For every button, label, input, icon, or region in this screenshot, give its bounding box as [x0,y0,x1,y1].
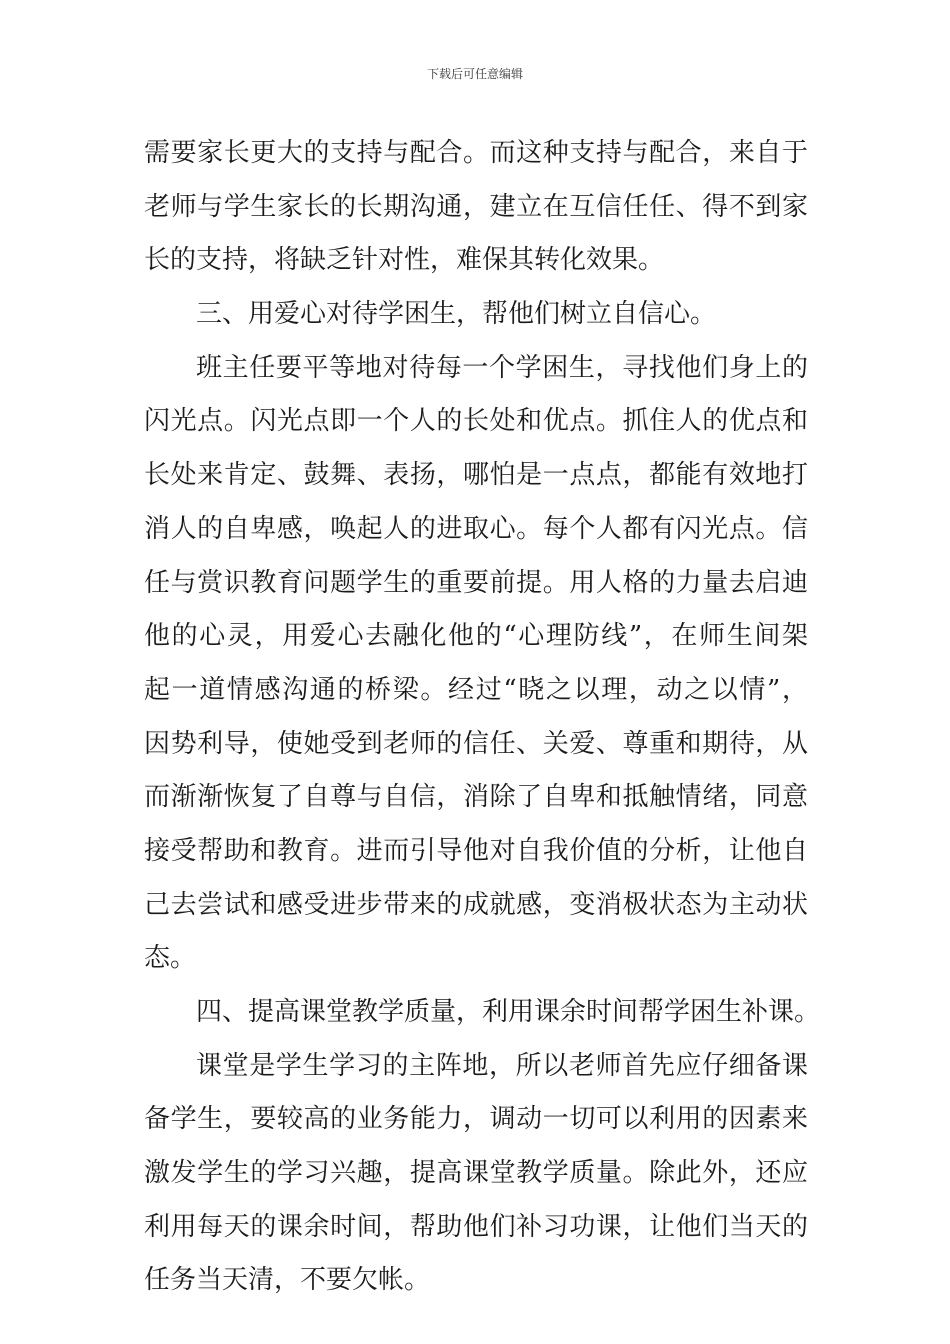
text-line: 接受帮助和教育。进而引导他对自我价值的分析，让他自 [144,835,808,866]
text-line: 闪光点。闪光点即一个人的长处和优点。抓住人的优点和 [144,406,808,437]
text-line: 因势利导，使她受到老师的信任、关爱、尊重和期待，从 [144,728,808,759]
section-heading: 三、用爱心对待学困生，帮他们树立自信心。 [196,299,717,330]
text-line: 他的心灵，用爱心去融化他的“心理防线”，在师生间架 [144,621,808,652]
section-heading: 四、提高课堂教学质量，利用课余时间帮学困生补课。 [196,997,821,1027]
text-line: 长的支持，将缺乏针对性，难保其转化效果。 [144,245,665,276]
text-line: 利用每天的课余时间，帮助他们补习功课，让他们当天的 [144,1211,808,1242]
text-line: 己去尝试和感受进步带来的成就感，变消极状态为主动状 [144,889,808,920]
text-line: 长处来肯定、鼓舞、表扬，哪怕是一点点，都能有效地打 [144,460,808,491]
text-line: 老师与学生家长的长期沟通，建立在互信任任、得不到家 [144,191,808,222]
text-line: 态。 [144,943,197,974]
document-body [144,127,821,1308]
text-line: 备学生，要较高的业务能力，调动一切可以利用的因素来 [144,1104,808,1135]
text-line: 激发学生的学习兴趣，提高课堂教学质量。除此外，还应 [144,1158,808,1189]
text-line: 而渐渐恢复了自尊与自信，消除了自卑和抵触情绪，同意 [144,782,808,813]
text-line: 任务当天清，不要欠帐。 [144,1265,431,1296]
text-line: 起一道情感沟通的桥梁。经过“晓之以理，动之以情”， [144,674,808,705]
text-line: 班主任要平等地对待每一个学困生，寻找他们身上的 [196,352,808,383]
page-header: 下载后可任意编辑 [426,67,523,81]
text-line: 任与赏识教育问题学生的重要前提。用人格的力量去启迪 [144,567,808,598]
text-line: 需要家长更大的支持与配合。而这种支持与配合，来自于 [144,138,808,168]
text-line: 课堂是学生学习的主阵地，所以老师首先应仔细备课 [196,1050,808,1081]
text-line: 消人的自卑感，唤起人的进取心。每个人都有闪光点。信 [144,513,808,544]
